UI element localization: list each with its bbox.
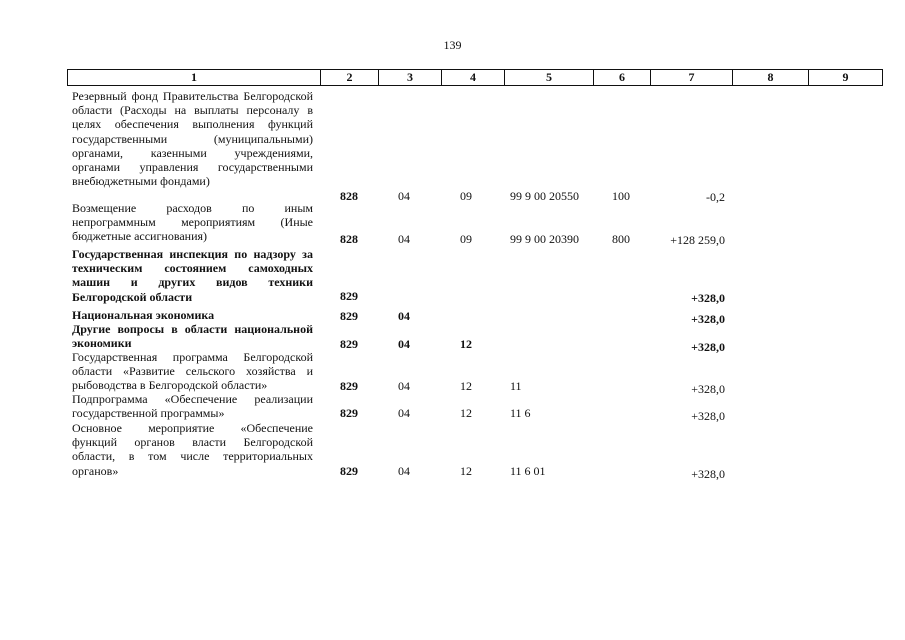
header-col-4: 4 (441, 70, 504, 85)
cell-section: 04 (398, 189, 410, 203)
cell-expense-type: 100 (612, 189, 630, 203)
cell-subsection: 12 (460, 464, 472, 478)
cell-subsection: 12 (460, 337, 472, 351)
cell-ved-code: 829 (340, 337, 358, 351)
cell-section: 04 (398, 309, 410, 323)
cell-subsection: 12 (460, 379, 472, 393)
page-number: 139 (443, 38, 462, 52)
cell-subsection: 09 (460, 189, 472, 203)
cell-amount: +328,0 (691, 382, 725, 396)
cell-ved-code: 829 (340, 406, 358, 420)
header-col-2: 2 (320, 70, 378, 85)
header-col-5: 5 (504, 70, 593, 85)
row-description: Основное мероприятие «Обеспечение функций органов власти Белгородской области, в том числе территориальных органов» (72, 421, 313, 478)
table-header (67, 69, 883, 86)
cell-target-article: 99 9 00 20550 (510, 189, 579, 203)
row-description: Другие вопросы в области национальной экономики (72, 322, 313, 351)
cell-target-article: 11 6 (510, 406, 531, 420)
cell-amount: +328,0 (691, 467, 725, 481)
cell-expense-type: 800 (612, 232, 630, 246)
cell-amount: +328,0 (691, 340, 725, 354)
cell-section: 04 (398, 379, 410, 393)
header-col-1: 1 (191, 70, 197, 84)
row-description: Государственная инспекция по надзору за техническим состоянием самоходных машин и других видов техники Белгородской области (72, 247, 313, 304)
header-col-9: 9 (808, 70, 882, 85)
cell-target-article: 11 6 01 (510, 464, 546, 478)
cell-ved-code: 829 (340, 379, 358, 393)
cell-amount: +328,0 (691, 291, 725, 305)
cell-subsection: 09 (460, 232, 472, 246)
header-col-6: 6 (593, 70, 650, 85)
cell-target-article: 11 (510, 379, 522, 393)
row-description: Государственная программа Белгородской области «Развитие сельского хозяйства и рыбоводства в Белгородской области» (72, 350, 313, 393)
cell-target-article: 99 9 00 20390 (510, 232, 579, 246)
header-col-3: 3 (378, 70, 441, 85)
row-description: Резервный фонд Правительства Белгородской области (Расходы на выплаты персоналу в целях обеспечения выполнения функций государственными (муниципальными) органами, казенными учреждениями, органами управления государственными внебюджетными фондами) (72, 89, 313, 189)
cell-section: 04 (398, 406, 410, 420)
cell-ved-code: 829 (340, 309, 358, 323)
row-description: Подпрограмма «Обеспечение реализации государственной программы» (72, 392, 313, 421)
row-description: Возмещение расходов по иным непрограммным мероприятиям (Иные бюджетные ассигнования) (72, 201, 313, 244)
header-col-8: 8 (732, 70, 808, 85)
row-description: Национальная экономика (72, 308, 215, 322)
cell-ved-code: 829 (340, 289, 358, 303)
cell-amount: +128 259,0 (670, 233, 725, 247)
cell-section: 04 (398, 464, 410, 478)
cell-ved-code: 828 (340, 232, 358, 246)
cell-amount: -0,2 (706, 190, 725, 204)
cell-section: 04 (398, 337, 410, 351)
cell-amount: +328,0 (691, 409, 725, 423)
cell-ved-code: 829 (340, 464, 358, 478)
cell-amount: +328,0 (691, 312, 725, 326)
cell-ved-code: 828 (340, 189, 358, 203)
header-col-7: 7 (650, 70, 732, 85)
cell-section: 04 (398, 232, 410, 246)
cell-subsection: 12 (460, 406, 472, 420)
